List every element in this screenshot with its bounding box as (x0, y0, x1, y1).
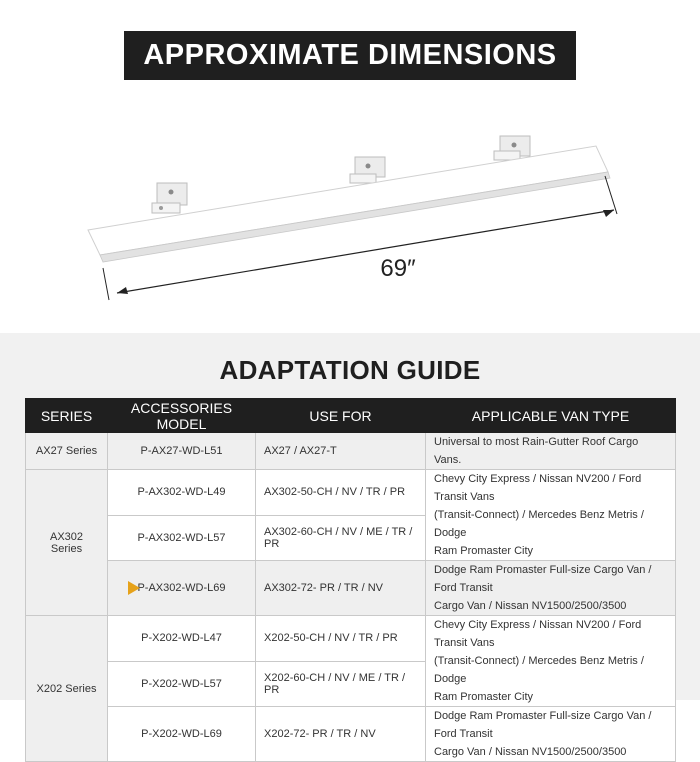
selected-arrow-icon (128, 581, 140, 595)
series-cell: X202 Series (26, 616, 108, 762)
van-type-cell (426, 433, 676, 470)
mounting-bracket-middle (350, 157, 385, 183)
van-type-cell (426, 707, 676, 762)
van-type-line: (Transit-Connect) / Mercedes Benz Metris / Dodge (434, 655, 644, 685)
table-row (26, 470, 676, 516)
van-type-line: Dodge Ram Promaster Full-size Cargo Van / Ford Transit (434, 710, 652, 740)
van-type-line: Chevy City Express / Nissan NV200 / Ford Transit Vans (434, 619, 642, 649)
column-header-series: SERIES (26, 399, 108, 433)
dimensions-title: APPROXIMATE DIMENSIONS (124, 31, 576, 80)
van-type-line: Chevy City Express / Nissan NV200 / Ford Transit Vans (434, 473, 642, 503)
van-type-cell (426, 470, 676, 561)
mounting-bracket-right (494, 136, 530, 160)
column-header-use-for: USE FOR (256, 399, 426, 433)
van-type-line: Dodge Ram Promaster Full-size Cargo Van / Ford Transit (434, 564, 652, 594)
series-cell: AX302 Series (26, 470, 108, 616)
use-for-cell: AX302-50-CH / NV / TR / PR (256, 470, 426, 516)
van-type-line: (Transit-Connect) / Mercedes Benz Metris / Dodge (434, 509, 644, 539)
van-type-line: Ram Promaster City (434, 545, 534, 557)
model-label: P-AX302-WD-L69 (137, 582, 226, 594)
model-cell: P-X202-WD-L47 (108, 616, 256, 662)
table-row (26, 707, 676, 762)
model-cell: P-AX302-WD-L49 (108, 470, 256, 516)
table-row-highlighted (26, 561, 676, 616)
table-row (26, 616, 676, 662)
adaptation-guide-title: ADAPTATION GUIDE (219, 355, 481, 385)
use-for-cell: AX27 / AX27-T (256, 433, 426, 470)
column-header-model: ACCESSORIES MODEL (108, 399, 256, 433)
use-for-cell: X202-50-CH / NV / TR / PR (256, 616, 426, 662)
use-for-cell: X202-72- PR / TR / NV (256, 707, 426, 762)
van-type-line: Ram Promaster City (434, 691, 534, 703)
model-cell (108, 561, 256, 616)
model-cell: P-AX302-WD-L57 (108, 515, 256, 561)
model-cell: P-X202-WD-L69 (108, 707, 256, 762)
van-type-line: Cargo Van / Nissan NV1500/2500/3500 (434, 746, 627, 758)
van-type-line: Universal to most Rain-Gutter Roof Cargo Vans. (434, 436, 639, 466)
mounting-bracket-left (152, 183, 187, 213)
van-type-cell (426, 561, 676, 616)
table-header-row (26, 399, 676, 433)
use-for-cell: AX302-72- PR / TR / NV (256, 561, 426, 616)
van-type-cell (426, 616, 676, 707)
use-for-cell: AX302-60-CH / NV / ME / TR / PR (256, 515, 426, 561)
use-for-cell: X202-60-CH / NV / ME / TR / PR (256, 661, 426, 707)
wind-deflector-image (0, 120, 700, 320)
dimensions-section (0, 0, 700, 333)
model-cell: P-AX27-WD-L51 (108, 433, 256, 470)
column-header-van-type: APPLICABLE VAN TYPE (426, 399, 676, 433)
van-type-line: Cargo Van / Nissan NV1500/2500/3500 (434, 600, 627, 612)
length-label: 69″ (380, 255, 416, 282)
table-row (26, 433, 676, 470)
series-cell: AX27 Series (26, 433, 108, 470)
adaptation-table (25, 398, 676, 762)
model-cell: P-X202-WD-L57 (108, 661, 256, 707)
